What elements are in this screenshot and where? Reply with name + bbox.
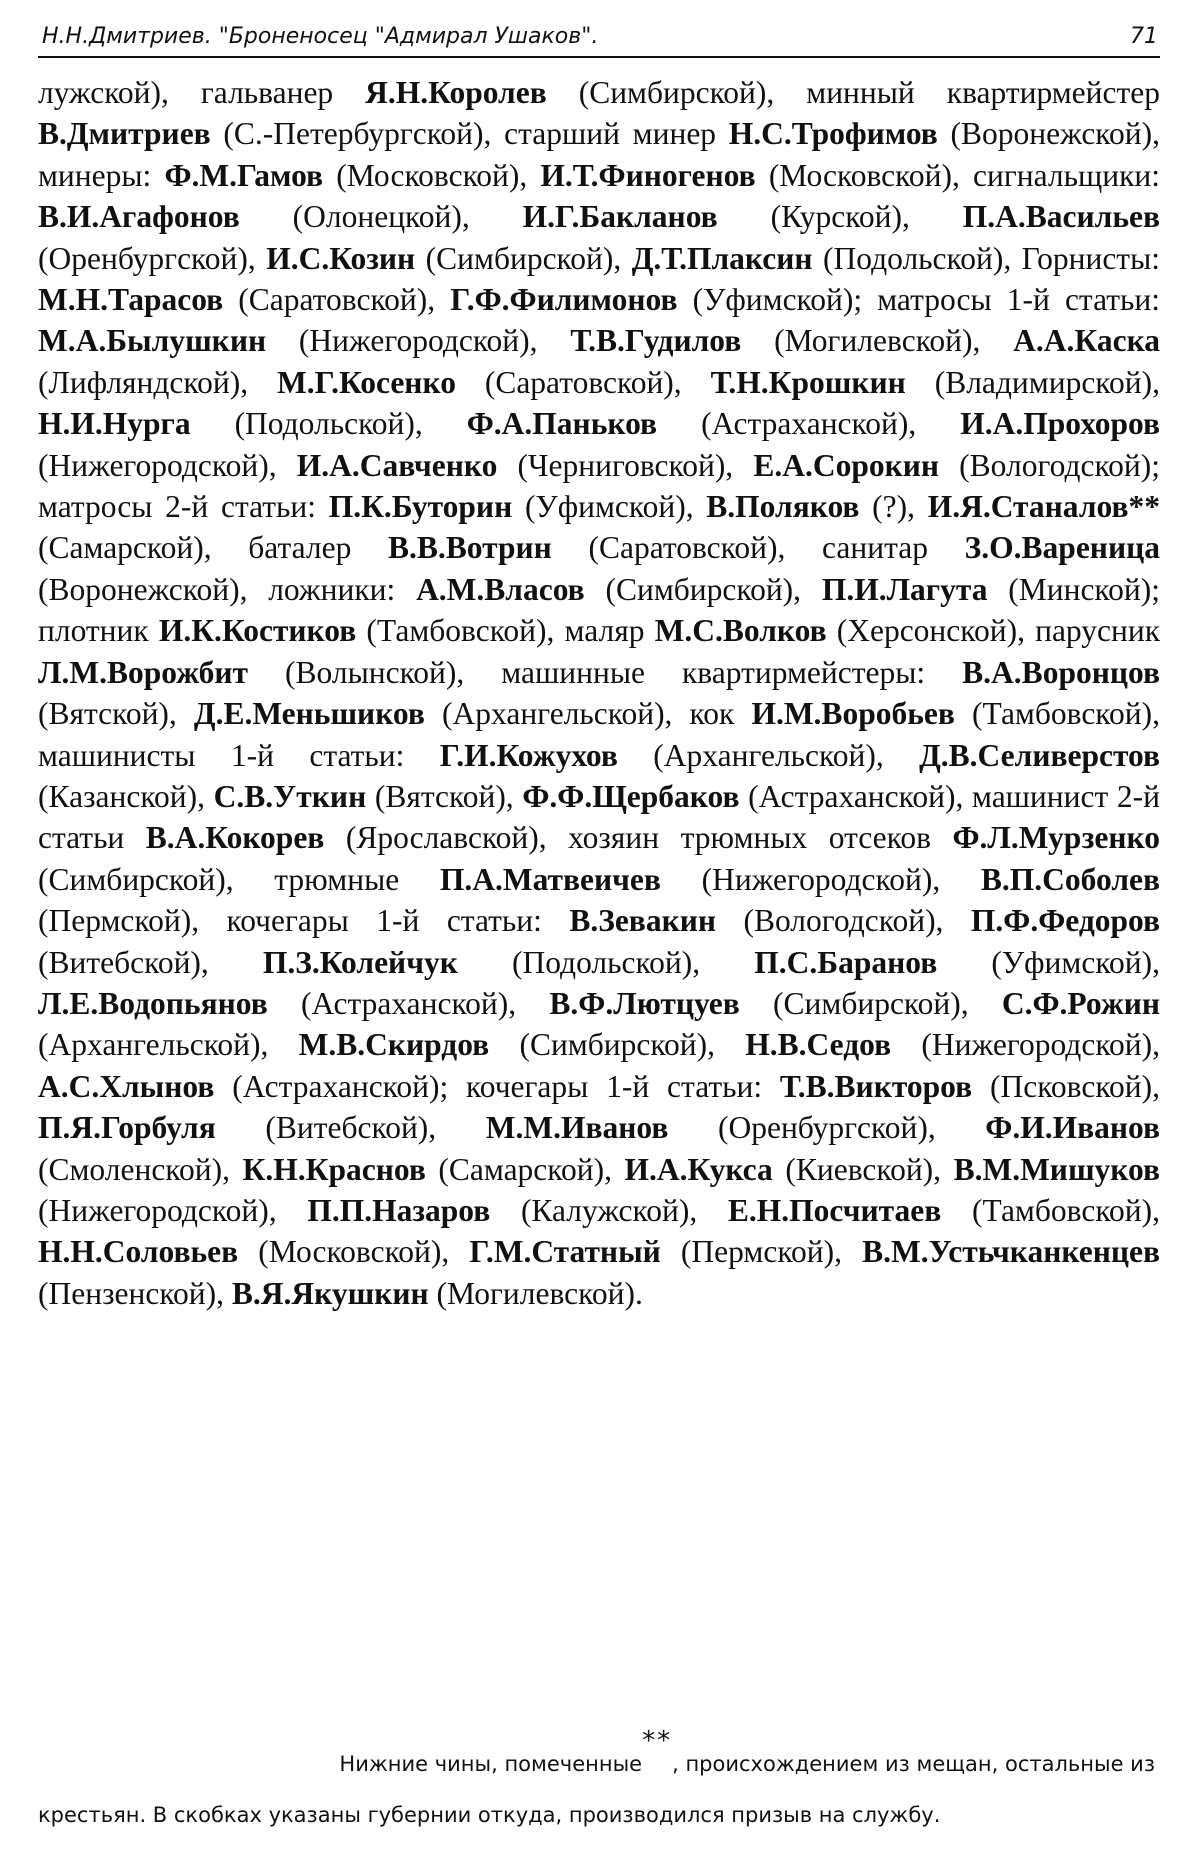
crew-member-name: П.Я.Горбуля [38,1110,216,1146]
crew-member-name: Н.И.Нурга [38,406,191,442]
text-run: (Воронежской), ложники: [38,571,417,607]
crew-member-name: Д.В.Селиверстов [919,737,1161,773]
text-run: (Вологодской), [716,903,971,939]
footnote-line-1 [38,1726,1160,1790]
text-run: (Нижегородской), [38,447,297,483]
crew-member-name: Д.Т.Плаксин [631,240,813,276]
crew-member-name: Ф.М.Гамов [164,157,324,193]
text-run: (Пензенской), [38,1275,232,1311]
crew-member-name: И.Т.Финогенов [540,157,756,193]
text-run: (Симбирской), [489,1027,746,1063]
text-run: (Московской), [238,1234,470,1270]
text-run: (Оренбургской), [38,240,267,276]
text-run: (Смоленской), [38,1151,243,1187]
crew-member-name: В.Дмитриев [38,116,211,152]
crew-member-name: А.С.Хлынов [38,1068,215,1104]
crew-member-name: В.М.Мишуков [953,1151,1161,1187]
crew-member-name: С.Ф.Рожин [1001,985,1160,1021]
crew-member-name: С.В.Уткин [213,778,367,814]
crew-member-name: В.А.Воронцов [962,654,1160,690]
text-run: (Минской); плотник [38,571,1160,649]
text-run: (Казанской), [38,778,214,814]
text-run: (Астраханской), машинист 2-й статьи [38,778,1160,856]
crew-member-name: Н.В.Седов [745,1027,892,1063]
text-run: (Вятской), [366,778,523,814]
text-run: (Оренбургской), [668,1110,986,1146]
crew-member-name: М.С.Волков [654,613,827,649]
text-run: (Астраханской); кочегары 1-й статьи: [214,1068,780,1104]
crew-member-name: Г.М.Статный [469,1234,661,1270]
crew-member-name: И.Я.Станалов** [927,489,1160,525]
text-run: (Московской), [323,157,541,193]
crew-member-name: Н.С.Трофимов [728,116,938,152]
text-run: (Уфимской), [937,944,1161,980]
text-run: (С.-Петербургской), старший минер [210,116,729,152]
running-header [38,22,1160,58]
text-run: (Подольской), Горнисты: [812,240,1160,276]
text-run: (Пермской), кочегары 1-й статьи: [38,903,570,939]
crew-member-name: П.А.Матвеичев [439,861,661,897]
text-run: (Нижегородской), [38,1192,308,1228]
text-run: (Архангельской), [617,737,920,773]
footnote [38,1726,1160,1841]
crew-member-name: Л.Е.Водопьянов [38,985,268,1021]
text-run: (Астраханской), [657,406,961,442]
crew-member-name: Ф.А.Паньков [466,406,658,442]
text-run: (Ярославской), хозяин трюмных отсеков [324,820,953,856]
text-run: (Могилевской). [428,1275,643,1311]
crew-list-paragraph [38,72,1160,1314]
crew-member-name: З.О.Вареница [964,530,1160,566]
crew-member-name: М.В.Скирдов [298,1027,490,1063]
crew-member-name: И.М.Воробьев [751,696,955,732]
text-run: (Витебской), [215,1110,486,1146]
crew-member-name: В.В.Вотрин [388,530,552,566]
crew-member-name: В.И.Агафонов [38,199,240,235]
crew-member-name: П.З.Колейчук [262,944,458,980]
footnote-text-after: , происхождением из мещан, остальные из [672,1752,1155,1776]
text-run: (Саратовской), [455,364,711,400]
crew-member-name: И.Г.Бакланов [522,199,718,235]
text-run: (Воронежской), минеры: [38,116,1160,193]
text-run: (Курской), [717,199,963,235]
crew-member-name: В.Я.Якушкин [231,1275,429,1311]
page-number: 71 [1130,24,1158,49]
crew-member-name: П.К.Буторин [328,489,513,525]
crew-member-name: В.Зевакин [569,903,717,939]
text-run: (?), [859,489,928,525]
crew-member-name: П.Ф.Федоров [970,903,1160,939]
crew-member-name: М.Г.Косенко [276,364,456,400]
text-run: (Архангельской), кок [424,696,752,732]
text-run: (Пермской), [660,1234,863,1270]
text-run: (Псковской), [972,1068,1160,1104]
text-run: (Симбирской), [584,571,822,607]
text-run: (Симбирской), трюмные [38,861,440,897]
text-run: (Нижегородской), [891,1027,1160,1063]
crew-member-name: В.П.Соболев [980,861,1160,897]
crew-member-name: Г.И.Кожухов [439,737,618,773]
text-run: (Подольской), [457,944,755,980]
text-run: (Московской), сигнальщики: [755,157,1160,193]
crew-member-name: И.С.Козин [266,240,416,276]
crew-member-name: И.А.Прохоров [960,406,1160,442]
crew-member-name: А.А.Каска [1013,323,1160,359]
crew-member-name: В.М.Устьчканкенцев [862,1234,1160,1270]
text-run: (Уфимской), [512,489,707,525]
running-title: Н.Н.Дмитриев. "Броненосец "Адмирал Ушаков". [42,24,599,49]
crew-member-name: Ф.Л.Мурзенко [952,820,1160,856]
text-run: (Тамбовской), машинисты 1-й статьи: [38,696,1160,773]
text-run: (Могилевской), [741,323,1014,359]
text-run: (Уфимской); матросы 1-й статьи: [677,282,1160,318]
crew-member-name: Я.Н.Королев [365,75,547,110]
text-run: (Саратовской), [223,282,451,318]
text-run: (Архангельской), [38,1027,299,1063]
crew-member-name: В.Поляков [706,489,860,525]
text-run: (Витебской), [38,944,263,980]
crew-member-name: И.А.Кукса [624,1151,773,1187]
crew-member-name: Д.Е.Меньшиков [193,696,425,732]
text-run: (Вятской), [38,696,194,732]
text-run: (Владимирской), [905,364,1160,400]
crew-member-name: К.Н.Краснов [242,1151,426,1187]
text-run: (Вологодской); матросы 2-й статьи: [38,447,1161,525]
text-run: (Нижегородской), [660,861,981,897]
text-run: (Подольской), [190,406,467,442]
text-run: (Саратовской), санитар [551,530,965,566]
text-run: (Тамбовской), [941,1192,1160,1228]
crew-member-name: Т.В.Гудилов [570,323,742,359]
footnote-mark: ** [642,1726,673,1756]
crew-member-name: П.П.Назаров [307,1192,491,1228]
crew-member-name: М.Н.Тарасов [38,282,224,318]
text-run: (Киевской), [772,1151,954,1187]
text-run: (Нижегородской), [266,323,571,359]
crew-member-name: Е.Н.Посчитаев [727,1192,942,1228]
footnote-text-before: Нижние чины, помеченные [339,1752,643,1776]
text-run: (Астраханской), [267,985,550,1021]
crew-member-name: В.Ф.Лютцуев [549,985,740,1021]
crew-member-name: Ф.Ф.Щербаков [522,778,740,814]
text-run: (Самарской), [425,1151,625,1187]
crew-member-name: Е.А.Сорокин [753,447,940,483]
text-run: (Волынской), машинные квартирмейстеры: [248,654,963,690]
text-run: (Симбирской), [415,240,632,276]
text-run: (Симбирской), минный квартирмейстер [546,75,1160,110]
text-run: (Херсонской), парусник [826,613,1161,649]
crew-member-name: М.А.Былушкин [38,323,267,359]
text-run: (Черниговской), [497,447,754,483]
crew-member-name: Н.Н.Соловьев [38,1234,239,1270]
crew-member-name: Т.Н.Крошкин [710,364,906,400]
crew-member-name: Л.М.Ворожбит [38,654,248,690]
crew-member-name: В.А.Кокорев [145,820,325,856]
crew-member-name: М.М.Иванов [485,1110,669,1146]
crew-member-name: А.М.Власов [416,571,585,607]
crew-member-name: И.А.Савченко [296,447,498,483]
crew-member-name: Ф.И.Иванов [985,1110,1160,1146]
text-run: (Лифляндской), [38,364,277,400]
text-run: (Самарской), баталер [38,530,389,566]
text-run: (Калужской), [490,1192,728,1228]
text-run: (Тамбовской), маляр [356,613,655,649]
text-run: (Олонецкой), [239,199,523,235]
footnote-line-2: крестьян. В скобках указаны губернии откуда, производился призыв на службу. [38,1803,941,1827]
crew-member-name: И.К.Костиков [158,613,357,649]
crew-member-name: Т.В.Викторов [779,1068,973,1104]
crew-member-name: П.С.Баранов [754,944,938,980]
crew-member-name: П.А.Васильев [962,199,1160,235]
text-run: (Симбирской), [739,985,1002,1021]
crew-member-name: Г.Ф.Филимонов [450,282,678,318]
crew-member-name: П.И.Лагута [821,571,988,607]
text-run: лужской), гальванер [38,75,366,110]
